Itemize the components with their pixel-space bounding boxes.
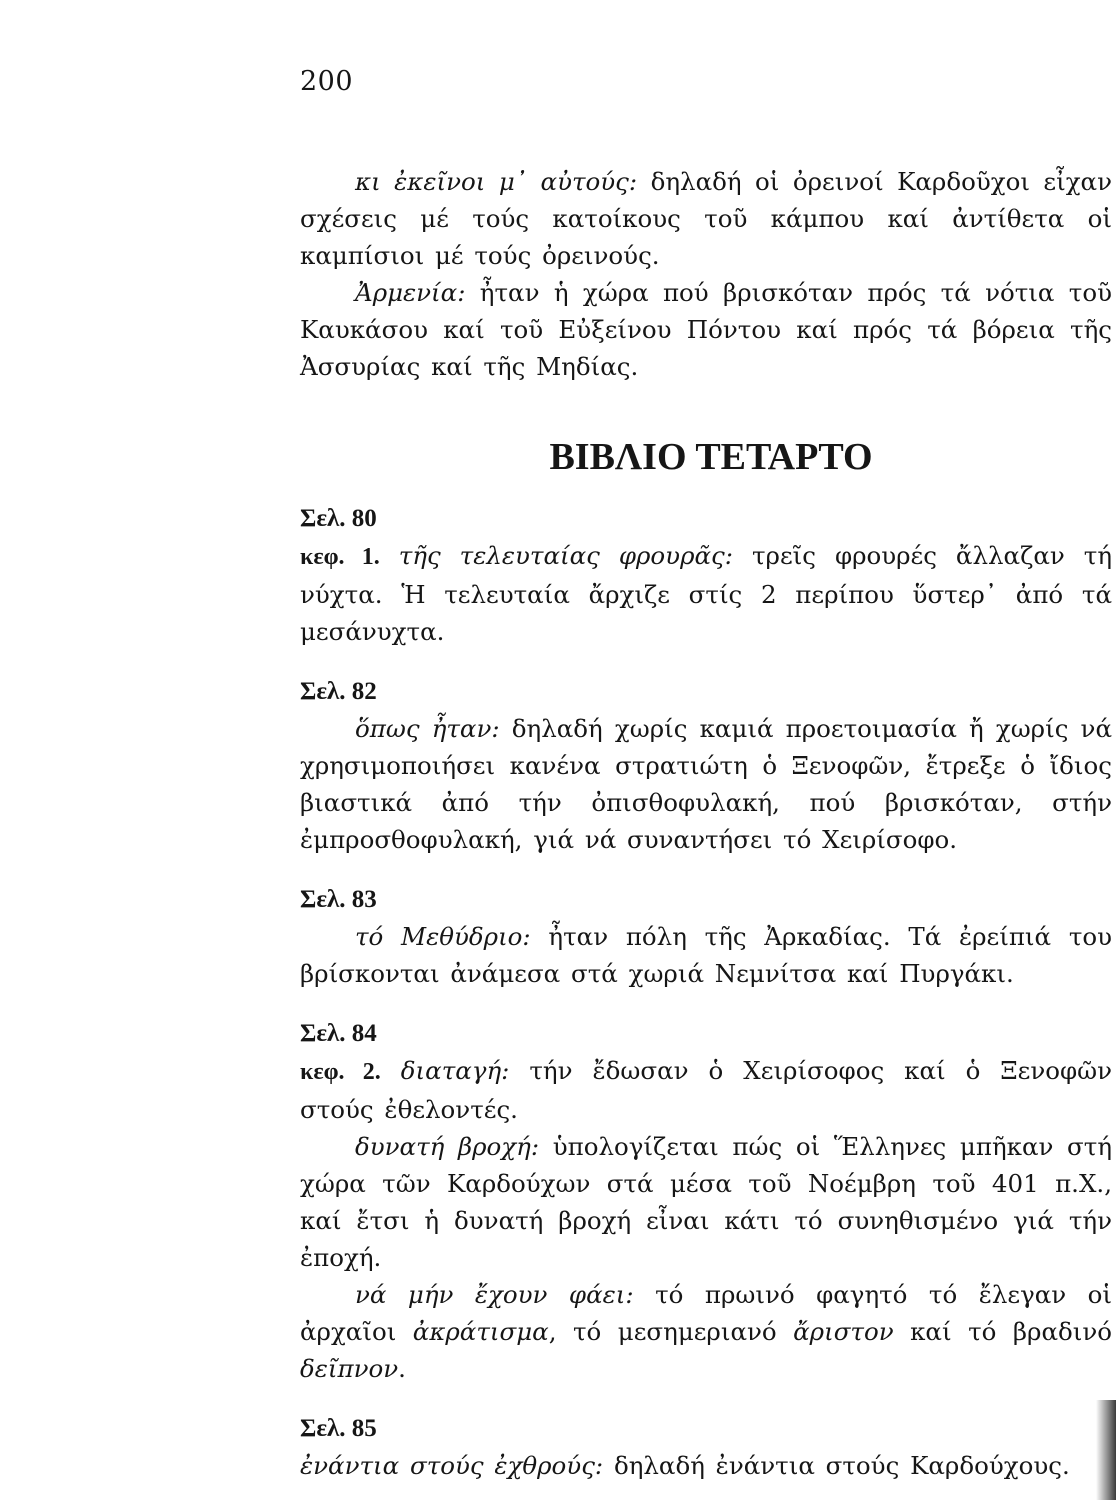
entry-paragraph: [300, 1128, 1112, 1276]
section-label: Σελ. 80: [300, 505, 377, 532]
gloss-term: νά μήν ἔχουν φάει:: [355, 1280, 634, 1309]
gloss-term: τῆς τελευταίας φρουρᾶς:: [398, 541, 734, 570]
gloss-text: ὑπολογίζεται πώς οἱ Ἕλληνες μπῆκαν στή χώρα τῶν Καρδούχων στά μέσα τοῦ Νοέμβρη τοῦ 401 π.Χ., καί ἔτσι ἡ δυνατή βροχή εἶναι κάτι τό συνηθισμένο γιά τήν ἐποχή.: [300, 1132, 1113, 1272]
gloss-term: τό Μεθύδριο:: [355, 922, 531, 951]
chapter-label: κεφ. 2.: [300, 1059, 381, 1085]
entry-paragraph: [300, 537, 1112, 650]
section-label: Σελ. 82: [300, 678, 377, 705]
intro-paragraph-1: [300, 163, 1112, 274]
gloss-term: δυνατή βροχή:: [355, 1132, 540, 1161]
gloss-text: ἦταν ἡ χώρα πού βρισκόταν πρός τά νότια τοῦ Καυκάσου καί τοῦ Εὐξείνου Πόντου καί πρός τά βόρεια τῆς Ἀσσυρίας καί τῆς Μηδίας.: [300, 278, 1112, 381]
gloss-term: δεῖπνον: [300, 1354, 399, 1383]
page-number: 200: [300, 66, 354, 97]
gloss-term: ἄριστον: [793, 1317, 894, 1346]
chapter-label: κεφ. 1.: [300, 544, 380, 570]
gloss-term: ὅπως ἦταν:: [355, 714, 500, 743]
entry-paragraph: [300, 1052, 1112, 1128]
gloss-term: διαταγή:: [400, 1056, 510, 1085]
gloss-text: , τό μεσημεριανό: [548, 1317, 794, 1346]
gloss-term: Ἀρμενία:: [355, 278, 466, 307]
section-label: Σελ. 83: [300, 886, 377, 913]
entry-paragraph: [300, 710, 1112, 858]
gloss-text: .: [398, 1354, 406, 1383]
gloss-term: κι ἐκεῖνοι μ᾽ αὐτούς:: [355, 167, 638, 196]
gloss-term: ἀκράτισμα: [412, 1317, 549, 1346]
entry-paragraph: [300, 1447, 1112, 1484]
section-label: Σελ. 84: [300, 1020, 377, 1047]
intro-paragraph-2: [300, 274, 1112, 385]
page-edge-shadow: [1096, 1400, 1116, 1500]
page-body: [300, 163, 1112, 1484]
gloss-text: δηλαδή χωρίς καμιά προετοιμασία ἤ χωρίς νά χρησιμοποιήσει κανένα στρατιώτη ὁ Ξενοφῶν, ἔτρεξε ὁ ἴδιος βιαστικά ἀπό τήν ὀπισθοφυλακή, πού βρισκόταν, στήν ἐμπροσθοφυλακή, γιά νά συναντήσει τό Χειρίσοφο.: [300, 714, 1113, 854]
gloss-term: ἐνάντια στούς ἐχθρούς:: [300, 1451, 604, 1480]
section-label: Σελ. 85: [300, 1415, 377, 1442]
entry-paragraph: [300, 918, 1112, 992]
book-title: ΒΙΒΛΙΟ ΤΕΤΑΡΤΟ: [549, 436, 873, 478]
gloss-text: δηλαδή οἱ ὀρεινοί Καρδοῦχοι εἶχαν σχέσεις μέ τούς κατοίκους τοῦ κάμπου καί ἀντίθετα οἱ καμπίσιοι μέ τούς ὀρεινούς.: [300, 167, 1112, 270]
gloss-text: τό πρωινό φαγητό τό ἔλεγαν οἱ ἀρχαῖοι: [300, 1280, 1112, 1346]
entry-paragraph: [300, 1276, 1112, 1387]
gloss-text: τρεῖς φρουρές ἄλλαζαν τή νύχτα. Ἡ τελευταία ἄρχιζε στίς 2 περίπου ὕστερ᾽ ἀπό τά μεσάνυχτα.: [300, 541, 1113, 646]
gloss-text: τήν ἔδωσαν ὁ Χειρίσοφος καί ὁ Ξενοφῶν στούς ἐθελοντές.: [300, 1056, 1112, 1124]
gloss-text: καί τό βραδινό: [893, 1317, 1112, 1346]
gloss-text: ἦταν πόλη τῆς Ἀρκαδίας. Τά ἐρείπιά του βρίσκονται ἀνάμεσα στά χωριά Νεμνίτσα καί Πυργάκι.: [300, 922, 1113, 988]
gloss-text: δηλαδή ἐνάντια στούς Καρδούχους.: [603, 1451, 1070, 1480]
